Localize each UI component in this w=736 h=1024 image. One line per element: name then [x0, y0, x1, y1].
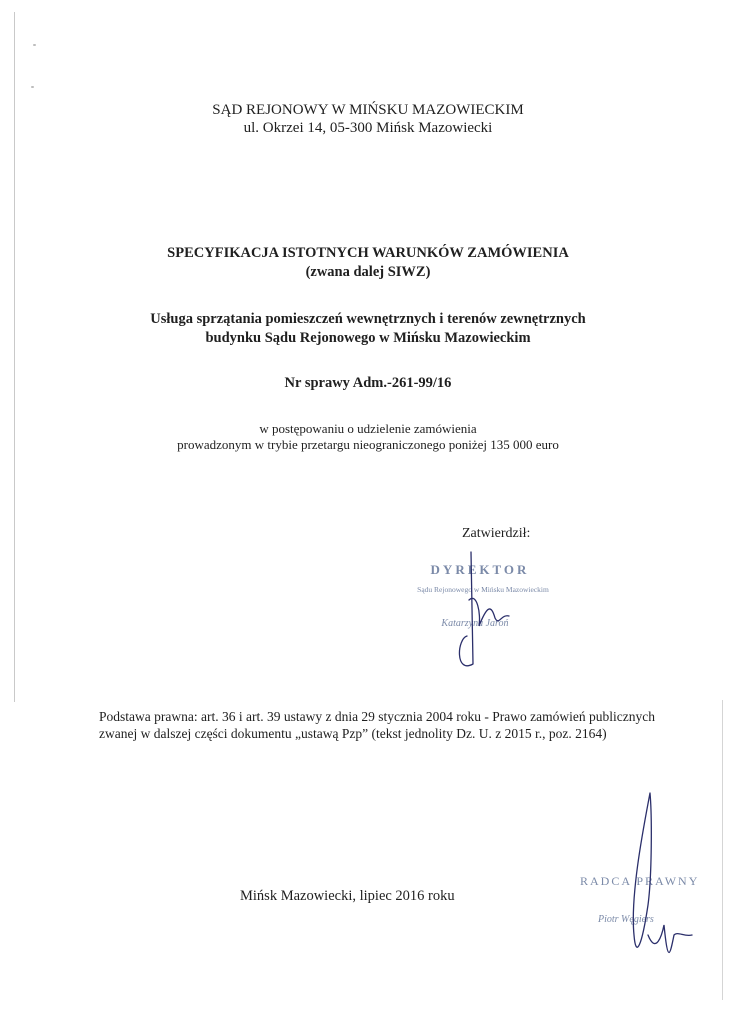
subject-line: budynku Sądu Rejonowego w Mińsku Mazowieckim	[205, 330, 531, 346]
counsel-stamp-title: RADCA PRAWNY	[580, 874, 700, 888]
counsel-signature	[633, 793, 692, 953]
legal-basis: Podstawa prawna: art. 36 i art. 39 ustawy z dnia 29 stycznia 2004 roku - Prawo zamówień publicznych zwanej w dalszej części dokumentu „ustawą Pzp” (tekst jednolity Dz. U. z 2015 r., poz. 2164)	[99, 709, 655, 741]
approval-label: Zatwierdził:	[462, 526, 531, 541]
legal-counsel-stamp	[570, 785, 720, 985]
stamp-org: Sądu Rejonowego w Mińsku Mazowieckim	[417, 585, 549, 594]
stamp-name: Katarzyna Jaroń	[441, 618, 509, 629]
scan-speck	[31, 86, 34, 88]
document-title-abbrev: (zwana dalej SIWZ)	[305, 264, 431, 280]
subject-line: Usługa sprzątania pomieszczeń wewnętrznych i terenów zewnętrznych	[150, 311, 586, 327]
counsel-stamp-name: Piotr Węgiers	[598, 914, 654, 925]
court-name: SĄD REJONOWY W MIŃSKU MAZOWIECKIM	[212, 102, 524, 118]
scan-edge	[722, 700, 723, 1000]
case-number: Nr sprawy Adm.-261-99/16	[284, 375, 452, 391]
document-title: SPECYFIKACJA ISTOTNYCH WARUNKÓW ZAMÓWIENIA	[167, 245, 569, 261]
procedure-line: prowadzonym w trybie przetargu nieograniczonego poniżej 135 000 euro	[177, 437, 559, 452]
stamp-title: DYREKTOR	[430, 562, 530, 577]
procedure-line: w postępowaniu o udzielenie zamówienia	[259, 421, 477, 436]
scan-speck	[33, 44, 36, 46]
court-address: ul. Okrzei 14, 05-300 Mińsk Mazowiecki	[243, 120, 493, 136]
director-stamp	[395, 544, 575, 684]
place-date: Mińsk Mazowiecki, lipiec 2016 roku	[240, 888, 455, 904]
